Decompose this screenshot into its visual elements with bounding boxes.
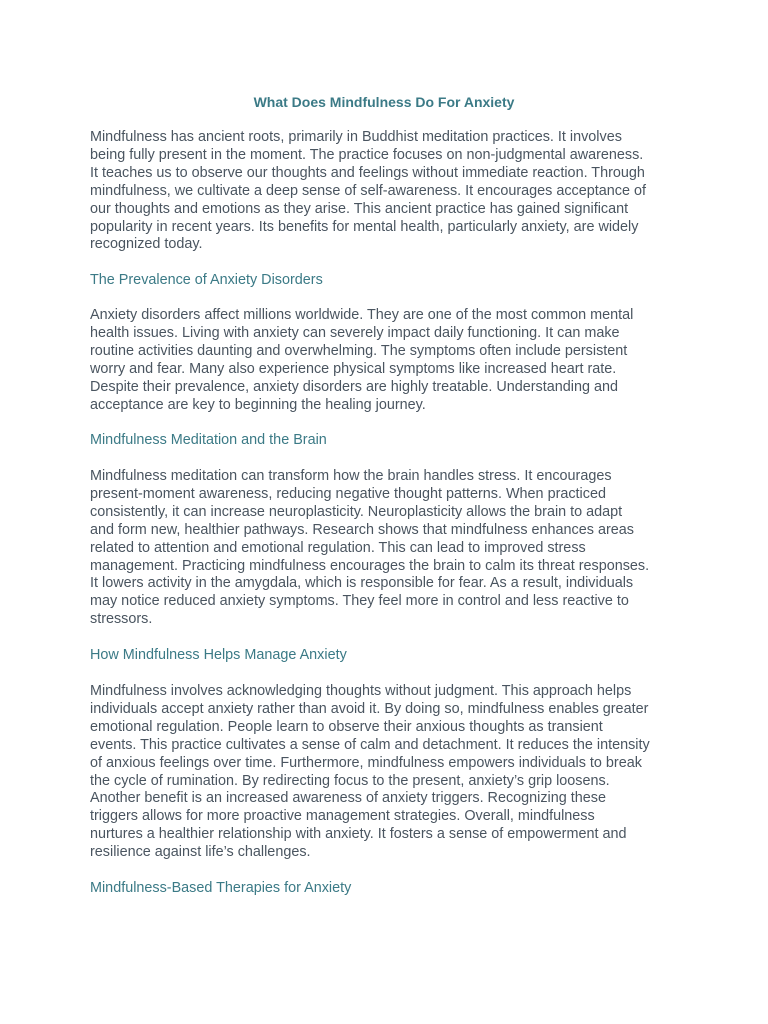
section-body-meditation-brain: Mindfulness meditation can transform how the brain handles stress. It encourages present-moment awareness, reducing negative thought patterns. When practiced consistently, it can increase neuroplasticity. Neuroplasticity allows the brain to adapt and form new, healthier pathways. Research shows that mindfulness enhances areas related to attention and emotional regulation. This can lead to improved stress management. Practicing mindfulness encourages the brain to calm its threat responses. It lowers activity in the amygdala, which is responsible for fear. As a result, individuals may notice reduced anxiety symptoms. They feel more in control and less reactive to stressors. — [90, 468, 650, 628]
section-heading-prevalence: The Prevalence of Anxiety Disorders — [90, 272, 323, 288]
section-body-manage-anxiety: Mindfulness involves acknowledging thoughts without judgment. This approach helps individuals accept anxiety rather than avoid it. By doing so, mindfulness enables greater emotional regulation. People learn to observe their anxious thoughts as transient events. This practice cultivates a sense of calm and detachment. It reduces the intensity of anxious feelings over time. Furthermore, mindfulness empowers individuals to break the cycle of rumination. By redirecting focus to the present, anxiety’s grip loosens. Another benefit is an increased awareness of anxiety triggers. Recognizing these triggers allows for more proactive management strategies. Overall, mindfulness nurtures a healthier relationship with anxiety. It fosters a sense of empowerment and resilience against life’s challenges. — [90, 683, 650, 861]
section-heading-manage-anxiety: How Mindfulness Helps Manage Anxiety — [90, 647, 347, 663]
section-heading-meditation-brain: Mindfulness Meditation and the Brain — [90, 432, 327, 448]
document-title: What Does Mindfulness Do For Anxiety — [253, 94, 515, 110]
section-body-prevalence: Anxiety disorders affect millions worldwide. They are one of the most common mental health issues. Living with anxiety can severely impact daily functioning. It can make routine activities daunting and overwhelming. The symptoms often include persistent worry and fear. Many also experience physical symptoms like increased heart rate. Despite their prevalence, anxiety disorders are highly treatable. Understanding and acceptance are key to beginning the healing journey. — [90, 307, 634, 413]
section-heading-therapies: Mindfulness-Based Therapies for Anxiety — [90, 880, 352, 896]
intro-paragraph: Mindfulness has ancient roots, primarily in Buddhist meditation practices. It involves being fully present in the moment. The practice focuses on non-judgmental awareness. It teaches us to observe our thoughts and feelings without immediate reaction. Through mindfulness, we cultivate a deep sense of self-awareness. It encourages acceptance of our thoughts and emotions as they arise. This ancient practice has gained significant popularity in recent years. Its benefits for mental health, particularly anxiety, are widely recognized today. — [90, 129, 646, 253]
